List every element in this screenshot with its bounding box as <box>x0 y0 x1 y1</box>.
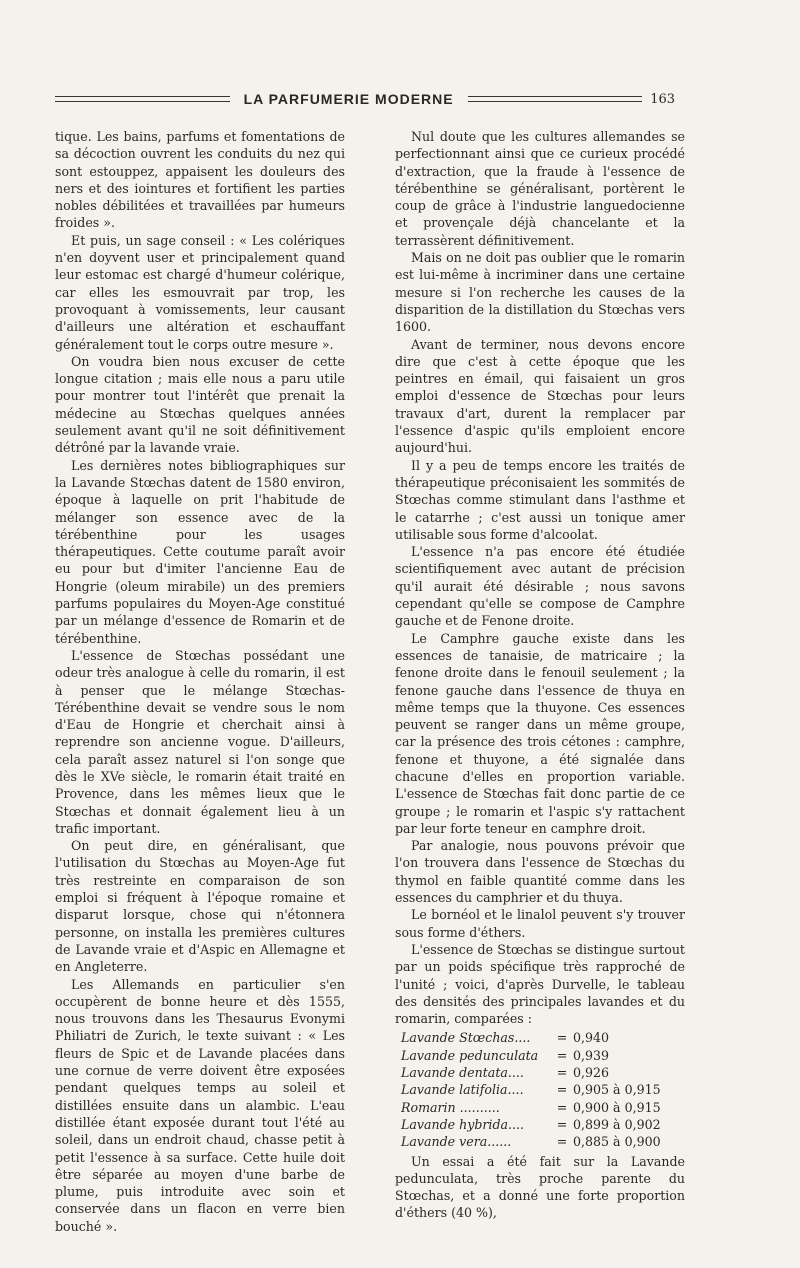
equals-sign: = <box>556 1030 568 1046</box>
paragraph: L'essence de Stœchas possédant une odeur très analogue à celle du romarin, il est à penser que le mélange Stœchas-Térébenthine devait se vendre sous le nom d'Eau de Hongrie et cherchait ainsi à reprendre son ancienne vogue. D'ailleurs, cela paraît assez naturel si l'on songe que dès le XVe siècle, le romarin était traité en Provence, dans les mêmes lieux que le Stœchas et donnait également lieu à un trafic important. <box>55 647 345 836</box>
equals-sign: = <box>556 1082 568 1098</box>
density-value: 0,900 à 0,915 <box>573 1099 661 1115</box>
lavender-name: Romarin .......... <box>401 1099 500 1115</box>
paragraph: Un essai a été fait sur la Lavande pedunculata, très proche parente du Stœchas, et a donné une forte proportion d'éthers (40 %), <box>395 1153 685 1221</box>
paragraph: Avant de terminer, nous devons encore dire que c'est à cette époque que les peintres en émail, qui faisaient un gros emploi d'essence de Stœchas pour leurs travaux d'art, durent la remplacer par l'essence d'aspic qu'ils emploient encore aujourd'hui. <box>395 336 685 456</box>
paragraph: Le Camphre gauche existe dans les essences de tanaisie, de matricaire ; la fenone droite dans le fenouil seulement ; la fenone gauche dans l'essence de thuya en même temps que la thuyone. Ces essences peuvent se ranger dans un même groupe, car la présence des trois cétones : camphre, fenone et thuyone, a été signalée dans chacune d'elles en proportion variable. L'essence de Stœchas fait donc partie de ce groupe ; le romarin et l'aspic s'y rattachent par leur forte teneur en camphre droit. <box>395 630 685 836</box>
right-column <box>395 128 685 1222</box>
equals-sign: = <box>556 1065 568 1081</box>
density-value: 0,899 à 0,902 <box>573 1116 661 1132</box>
paragraph: L'essence n'a pas encore été étudiée scientifiquement avec autant de précision qu'il aurait été désirable ; nous savons cependant qu'elle se compose de Camphre gauche et de Fenone droite. <box>395 544 685 629</box>
table-row <box>401 1081 685 1098</box>
paragraph: Il y a peu de temps encore les traités de thérapeutique préconisaient les sommités de Stœchas comme stimulant dans l'asthme et le catarrhe ; c'est aussi un tonique amer utilisable sous forme d'alcoolat. <box>395 457 685 542</box>
paragraph: Les dernières notes bibliographiques sur la Lavande Stœchas datent de 1580 environ, époque à laquelle on prit l'habitude de mélanger son essence avec de la térébenthine pour les usages thérapeutiques. Cette coutume paraît avoir eu pour but d'imiter l'ancienne Eau de Hongrie (oleum mirabile) un des premiers parfums populaires du Moyen-Age constitué par un mélange d'essence de Romarin et de térébenthine. <box>55 457 345 646</box>
lavender-name: Lavande latifolia.... <box>401 1082 524 1098</box>
paragraph: On peut dire, en généralisant, que l'utilisation du Stœchas au Moyen-Age fut très restreinte en comparaison de son emploi si fréquent à l'époque romaine et disparut lorsque, chose qui n'étonnera personne, on installa les premières cultures de Lavande vraie et d'Aspic en Allemagne et en Angleterre. <box>55 838 345 975</box>
table-row <box>401 1029 685 1046</box>
density-value: 0,885 à 0,900 <box>573 1134 661 1150</box>
journal-title: LA PARFUMERIE MODERNE <box>243 91 454 107</box>
table-row <box>401 1064 685 1081</box>
lavender-name: Lavande dentata.... <box>401 1065 524 1081</box>
density-value: 0,939 <box>573 1047 610 1063</box>
header-rule-right <box>468 96 643 102</box>
paragraph: Nul doute que les cultures allemandes se perfectionnant ainsi que ce curieux procédé d'extraction, que la fraude à l'essence de térébenthine se généralisant, portèrent le coup de grâce à l'industrie languedocienne et provençale déjà chancelante et la terrassèrent définitivement. <box>395 129 685 248</box>
header-rule-left <box>55 96 230 102</box>
table-row <box>401 1047 685 1064</box>
table-row <box>401 1133 685 1150</box>
paragraph: On voudra bien nous excuser de cette longue citation ; mais elle nous a paru utile pour montrer tout l'intérêt que prenait la médecine au Stœchas quelques années seulement avant qu'il ne soit définitivement détrôné par la lavande vraie. <box>55 353 345 456</box>
table-row <box>401 1099 685 1116</box>
paragraph: Le bornéol et le linalol peuvent s'y trouver sous forme d'éthers. <box>395 907 685 940</box>
left-column <box>55 128 345 1235</box>
paragraph: L'essence de Stœchas se distingue surtout par un poids spécifique très rapproché de l'unité ; voici, d'après Durvelle, le tableau des densités des principales lavandes et du romarin, comparées : <box>395 941 685 1027</box>
lavender-name: Lavande Stœchas.... <box>401 1030 531 1046</box>
lavender-name: Lavande hybrida.... <box>401 1116 525 1132</box>
equals-sign: = <box>556 1099 568 1115</box>
lavender-name: Lavande vera...... <box>401 1134 512 1150</box>
lavender-name: Lavande pedunculata <box>401 1047 539 1063</box>
density-value: 0,940 <box>573 1030 610 1046</box>
running-header <box>55 86 675 112</box>
equals-sign: = <box>556 1047 568 1063</box>
density-table <box>401 1029 685 1150</box>
equals-sign: = <box>556 1116 568 1132</box>
page-number: 163 <box>650 91 676 107</box>
paragraph: Par analogie, nous pouvons prévoir que l'on trouvera dans l'essence de Stœchas du thymol en faible quantité comme dans les essences du camphrier et du thuya. <box>395 838 685 906</box>
paragraph: Et puis, un sage conseil : « Les colériques n'en doyvent user et principalement quand leur estomac est chargé d'humeur colérique, car elles les esmouvrait par trop, les provoquant à vomissements, leur causant d'ailleurs une altération et eschauffant généralement tout le corps outre mesure ». <box>55 232 345 352</box>
paragraph: Mais on ne doit pas oublier que le romarin est lui-même à incriminer dans une certaine mesure si l'on recherche les causes de la disparition de la distillation du Stœchas vers 1600. <box>395 250 685 335</box>
density-value: 0,905 à 0,915 <box>573 1082 661 1098</box>
density-value: 0,926 <box>573 1065 610 1081</box>
table-row <box>401 1116 685 1133</box>
equals-sign: = <box>556 1134 568 1150</box>
paragraph: Les Allemands en particulier s'en occupèrent de bonne heure et dès 1555, nous trouvons dans les Thesaurus Evonymi Philiatri de Zurich, le texte suivant : « Les fleurs de Spic et de Lavande placées dans une cornue de verre doivent être exposées pendant quelques temps au soleil et distillées ensuite dans un alambic. L'eau distillée étant exposée durant tout l'été au soleil, dans un endroit chaud, chasse petit à petit l'essence à sa surface. Cette huile doit être séparée au moyen d'une barbe de plume, puis introduite avec soin et conservée dans un flacon en verre bien bouché ». <box>55 976 345 1234</box>
paragraph: tique. Les bains, parfums et fomentations de sa décoction ouvrent les conduits du nez qui sont estouppez, appaisent les douleurs des ners et des iointures et fortifient les parties nobles débilitées et travaillées par humeurs froides ». <box>55 129 345 231</box>
